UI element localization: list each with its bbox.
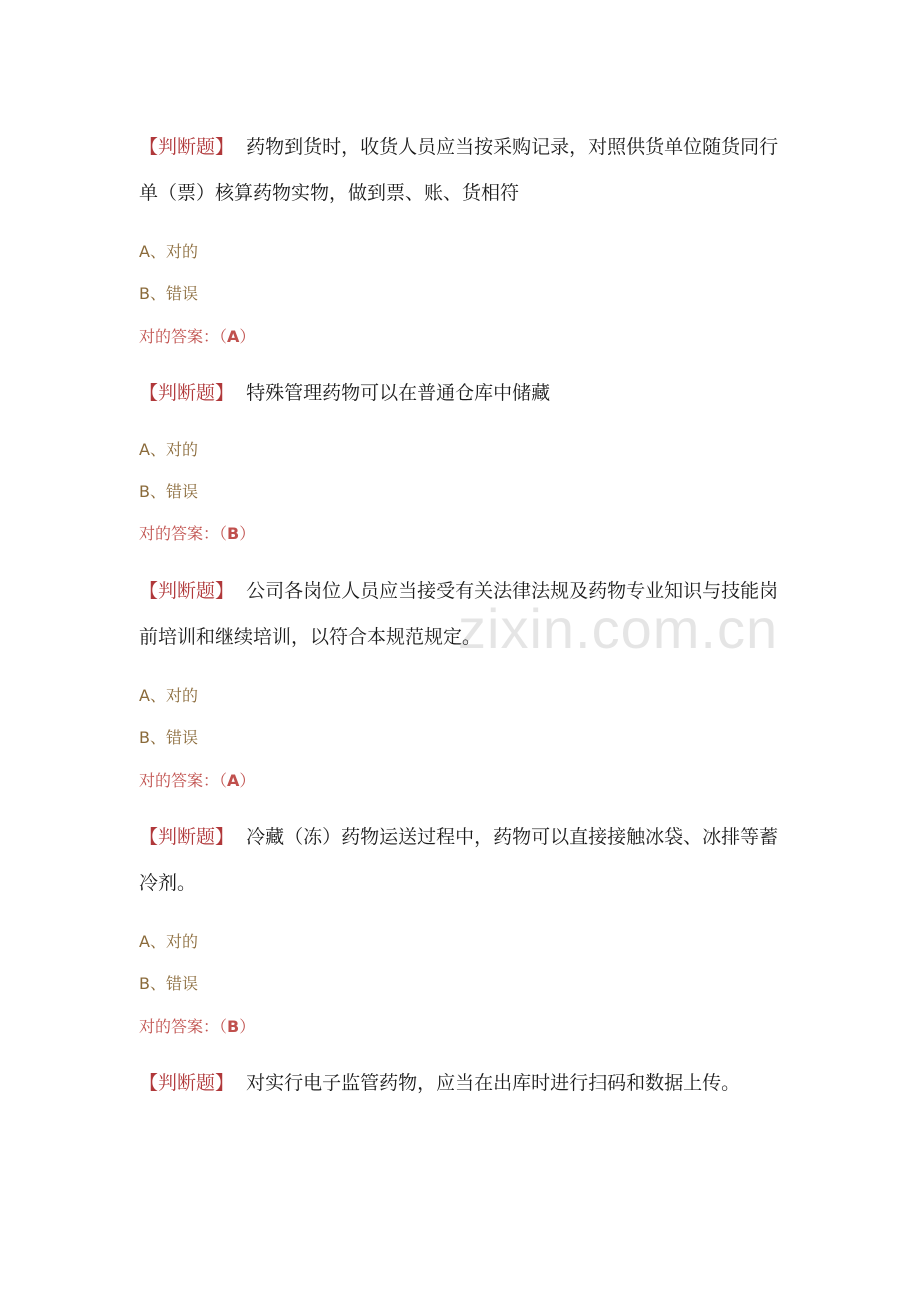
question-type-tag: 【判断题】 (139, 382, 235, 404)
option-b: B、错误 (139, 974, 198, 993)
answer-line: 对的答案：（B） (139, 524, 256, 543)
question-1 (139, 124, 779, 346)
question-5 (139, 1060, 779, 1106)
answer-line: 对的答案：（A） (139, 771, 256, 790)
question-type-tag: 【判断题】 (139, 580, 235, 602)
option-a: A、对的 (139, 686, 198, 705)
option-a: A、对的 (139, 440, 198, 459)
question-stem: 【判断题】 药物到货时，收货人员应当按采购记录，对照供货单位随货同行单（票）核算药物实物，做到票、账、货相符 (139, 136, 779, 204)
option-b: B、错误 (139, 284, 198, 303)
answer-letter: A (227, 327, 240, 346)
question-type-tag: 【判断题】 (139, 826, 235, 848)
option-a: A、对的 (139, 242, 198, 261)
answer-letter: B (227, 1017, 240, 1036)
question-stem: 【判断题】 公司各岗位人员应当接受有关法律法规及药物专业知识与技能岗前培训和继续培训，以符合本规范规定。 (139, 580, 779, 648)
question-stem: 【判断题】 特殊管理药物可以在普通仓库中储藏 (139, 382, 551, 404)
watermark: zixin.com.cn (458, 597, 779, 660)
option-b: B、错误 (139, 728, 198, 747)
question-stem: 【判断题】 冷藏（冻）药物运送过程中，药物可以直接接触冰袋、冰排等蓄冷剂。 (139, 826, 779, 894)
question-3 (139, 568, 779, 790)
answer-letter: A (227, 771, 240, 790)
question-2 (139, 370, 779, 543)
option-a: A、对的 (139, 932, 198, 951)
question-type-tag: 【判断题】 (139, 1072, 235, 1094)
answer-line: 对的答案：（A） (139, 327, 256, 346)
question-4 (139, 814, 779, 1036)
question-stem: 【判断题】 对实行电子监管药物，应当在出库时进行扫码和数据上传。 (139, 1072, 741, 1094)
question-type-tag: 【判断题】 (139, 136, 235, 158)
answer-line: 对的答案：（B） (139, 1017, 256, 1036)
answer-letter: B (227, 524, 240, 543)
option-b: B、错误 (139, 482, 198, 501)
